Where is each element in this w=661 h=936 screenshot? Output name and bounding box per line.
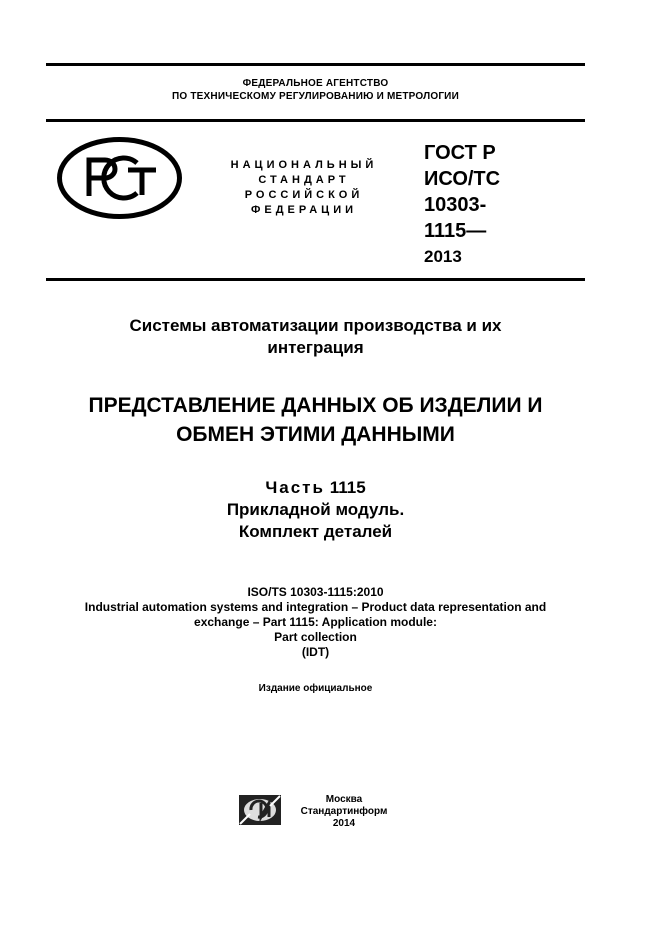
rst-logo [57,137,182,219]
iso-line-3: exchange – Part 1115: Application module: [194,615,437,629]
national-line-1: НАЦИОНАЛЬНЫЙ [230,159,378,171]
main-title-line-1: ПРЕДСТАВЛЕНИЕ ДАННЫХ ОБ ИЗДЕЛИИ И [88,394,543,417]
subject-line-1: Системы автоматизации производства и их [129,316,502,335]
subject-line-2: интеграция [267,338,364,357]
iso-reference [46,585,585,660]
header-rule [46,119,585,122]
part-label: Часть [265,478,325,497]
standartinform-logo [238,794,282,826]
publisher-name: Стандартинформ [300,806,388,817]
document-main-title [46,391,585,449]
agency-header [46,77,585,103]
main-title-line-2: ОБМЕН ЭТИМИ ДАННЫМИ [176,423,455,446]
national-line-3: РОССИЙСКОЙ [244,189,364,201]
designation-line-2: ИСО/ТС [424,168,501,190]
part-title [46,477,585,543]
edition-label: Издание официальное [258,683,373,694]
document-subject [46,315,585,359]
agency-line-1: ФЕДЕРАЛЬНОЕ АГЕНТСТВО [242,78,389,89]
designation-line-4: 1115— [424,220,487,242]
iso-line-2: Industrial automation systems and integration – Product data representation and [84,600,547,614]
publisher-block [292,794,396,830]
designation-line-3: 10303- [424,194,487,216]
agency-line-2: ПО ТЕХНИЧЕСКОМУ РЕГУЛИРОВАНИЮ И МЕТРОЛОГИИ [172,91,459,102]
designation-line-1: ГОСТ Р [424,142,496,164]
iso-line-1: ISO/TS 10303-1115:2010 [247,585,384,599]
title-block-rule [46,278,585,281]
top-rule [46,63,585,66]
standard-designation [424,140,554,270]
publisher-city: Москва [325,794,363,805]
designation-year: 2013 [424,247,462,266]
national-standard-label [206,158,402,218]
national-line-2: СТАНДАРТ [258,174,350,186]
part-line-3: Комплект деталей [238,522,393,541]
part-line-2: Прикладной модуль. [226,500,405,519]
national-line-4: ФЕДЕРАЦИИ [250,204,358,216]
publisher-year: 2014 [332,818,356,829]
part-heading [46,477,585,499]
iso-line-5: (IDT) [301,645,330,659]
part-number: 1115 [329,478,366,497]
iso-line-4: Part collection [274,630,357,644]
